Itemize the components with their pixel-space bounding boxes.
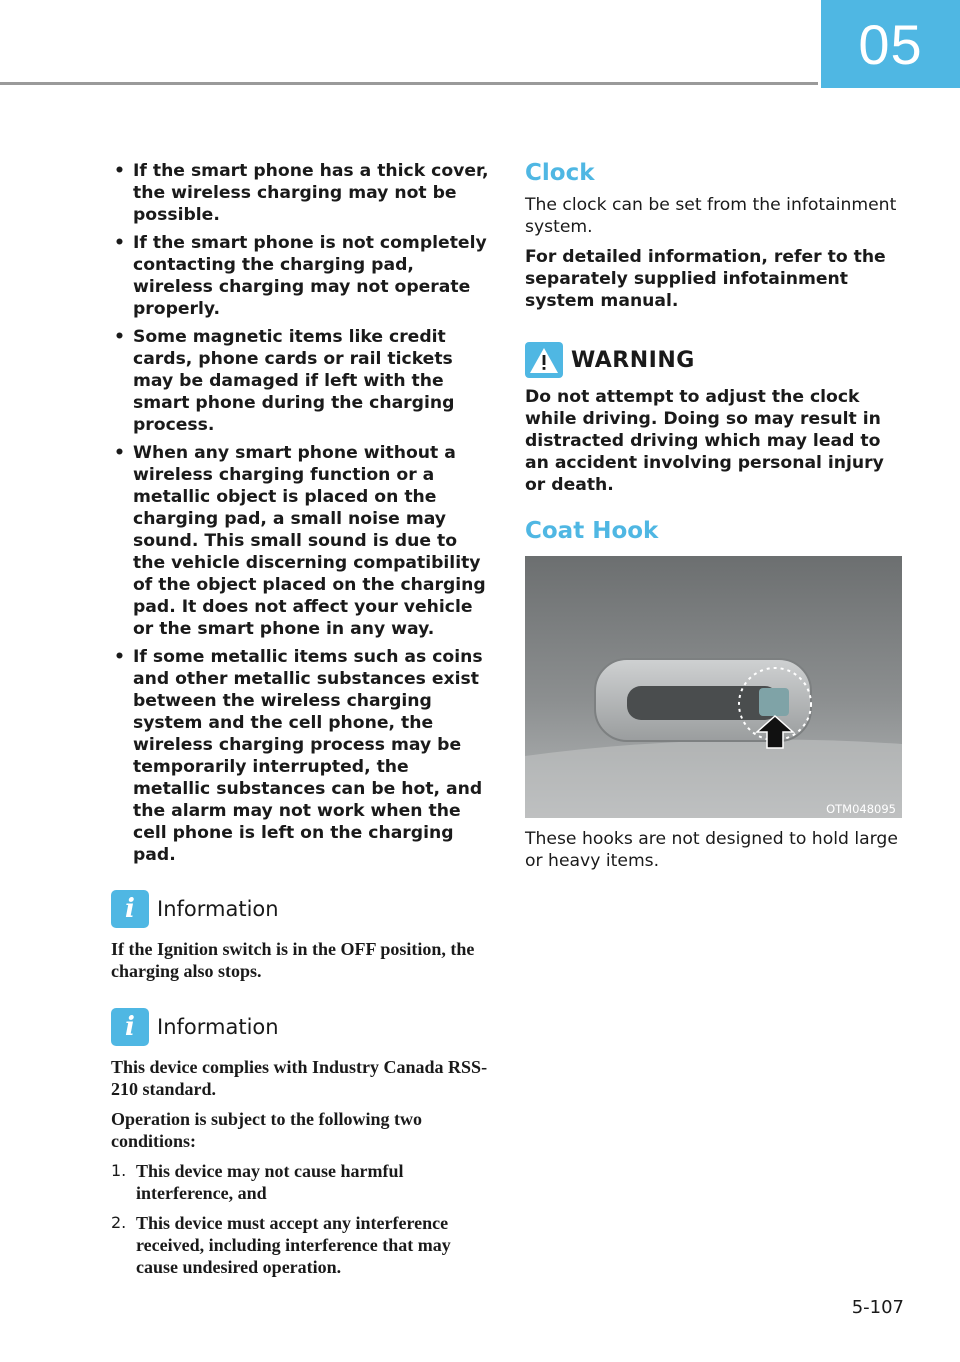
clock-heading: Clock <box>525 160 595 186</box>
clock-reference: For detailed information, refer to the separately supplied infotainment system manual. <box>525 247 886 311</box>
information-text: Operation is subject to the following two conditions: <box>111 1109 422 1151</box>
coat-hook-illustration <box>525 556 902 818</box>
chapter-tab: 05 <box>821 0 960 88</box>
information-heading-1 <box>111 890 491 928</box>
conditions-list <box>111 1160 491 1278</box>
list-item: • If the smart phone has a thick cover, the wireless charging may not be possible. <box>114 161 489 225</box>
information-icon: i <box>111 890 149 928</box>
coat-hook-heading: Coat Hook <box>525 518 659 544</box>
information-heading-2 <box>111 1008 491 1046</box>
information-icon: i <box>111 1008 149 1046</box>
charging-notes-list <box>111 160 491 866</box>
warning-title: WARNING <box>571 347 695 373</box>
warning-text: Do not attempt to adjust the clock while driving. Doing so may result in distracted driving which may lead to an accident involving personal injury or death. <box>525 387 884 495</box>
coat-hook-photo <box>525 556 902 818</box>
image-code: OTM048095 <box>826 802 896 816</box>
coat-hook-text: These hooks are not designed to hold large or heavy items. <box>525 829 898 871</box>
page-number: 5-107 <box>851 1297 904 1318</box>
list-item: • If some metallic items such as coins and other metallic substances exist between the wireless charging system and the cell phone, the wireless charging process may be temporarily interrupted, the metallic substances can be hot, and the alarm may not work when the cell phone is left on the charging pad. <box>114 647 483 865</box>
clock-text: The clock can be set from the infotainment system. <box>525 195 897 237</box>
list-item: • When any smart phone without a wireless charging function or a metallic object is placed on the charging pad, a small noise may sound. This small sound is due to the vehicle discerning compatibility of the object placed on the charging pad. It does not affect your vehicle or the smart phone in any way. <box>114 443 486 639</box>
information-title: Information <box>157 897 279 921</box>
list-item: 1. This device may not cause harmful interference, and <box>111 1161 404 1203</box>
list-item: • If the smart phone is not completely contacting the charging pad, wireless charging may not operate properly. <box>114 233 487 319</box>
warning-heading <box>525 342 902 378</box>
information-text: If the Ignition switch is in the OFF position, the charging also stops. <box>111 939 475 981</box>
list-item: 2. This device must accept any interference received, including interference that may cause undesired operation. <box>111 1213 451 1277</box>
warning-icon <box>525 342 563 378</box>
header-rule <box>0 82 818 85</box>
list-item: • Some magnetic items like credit cards, phone cards or rail tickets may be damaged if left with the smart phone during the charging process. <box>114 327 455 435</box>
left-column <box>111 160 491 1286</box>
information-text: This device complies with Industry Canada RSS-210 standard. <box>111 1057 488 1099</box>
information-title: Information <box>157 1015 279 1039</box>
right-column <box>525 160 902 880</box>
